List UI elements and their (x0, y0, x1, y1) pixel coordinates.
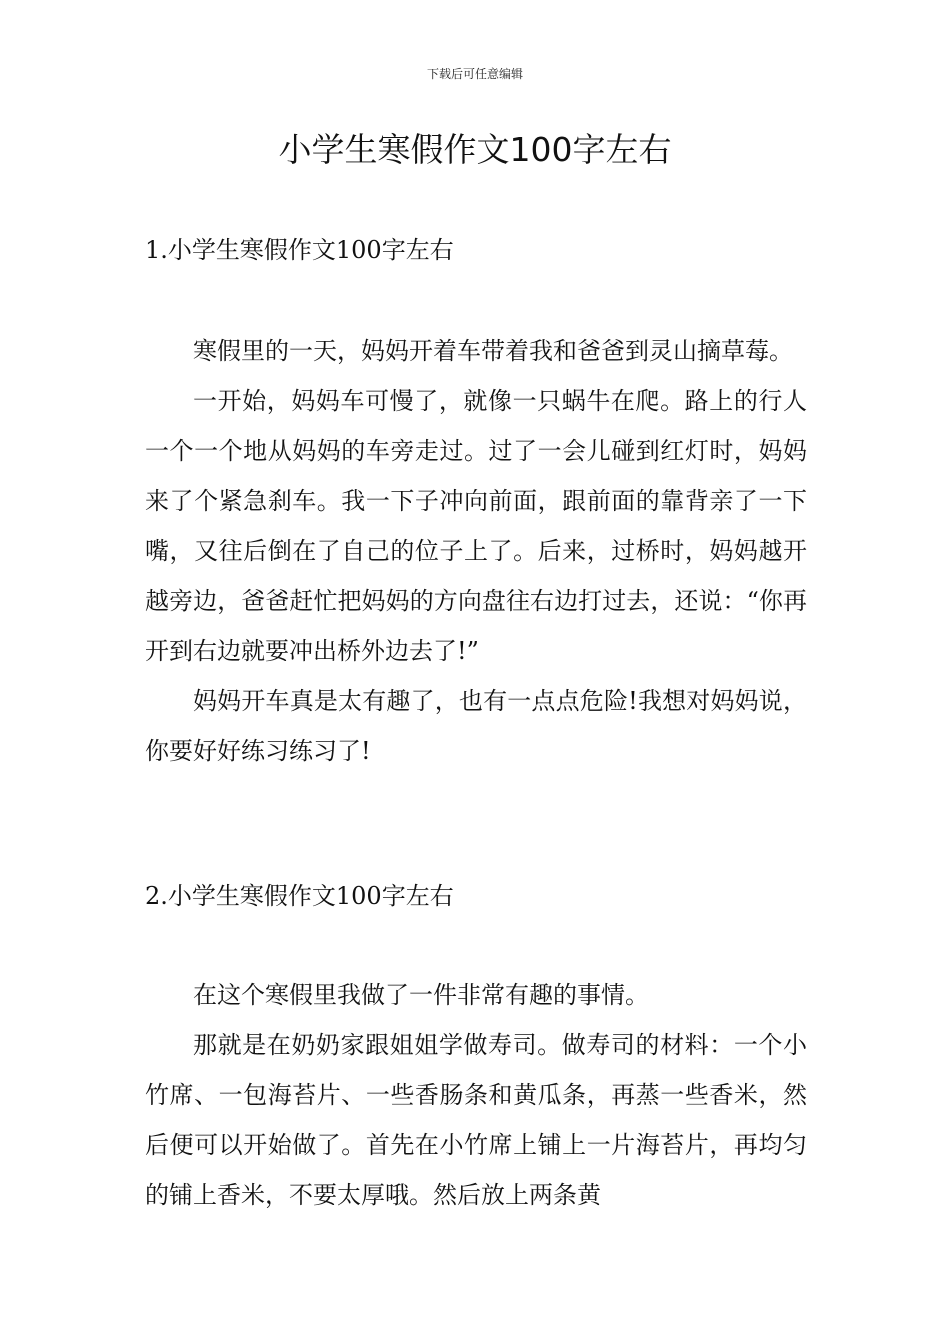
section-heading-1: 1.小学生寒假作文100字左右 (145, 236, 454, 264)
paragraph: 妈妈开车真是太有趣了，也有一点点危险!我想对妈妈说，你要好好练习练习了! (145, 687, 807, 765)
paragraph: 一开始，妈妈车可慢了，就像一只蜗牛在爬。路上的行人一个一个地从妈妈的车旁走过。过了一会儿碰到红灯时，妈妈来了个紧急刹车。我一下子冲向前面，跟前面的靠背亲了一下嘴，又往后倒在了自己的位子上了。后来，过桥时，妈妈越开越旁边，爸爸赶忙把妈妈的方向盘往右边打过去，还说：“你再开到右边就要冲出桥外边去了!” (145, 387, 807, 665)
header-note: 下载后可任意编辑 (426, 67, 523, 81)
section-body-1 (145, 326, 807, 776)
page-title: 小学生寒假作文100字左右 (278, 130, 672, 169)
section-body-2 (145, 970, 807, 1220)
section-heading-2: 2.小学生寒假作文100字左右 (145, 882, 454, 910)
paragraph: 寒假里的一天，妈妈开着车带着我和爸爸到灵山摘草莓。 (193, 337, 793, 365)
paragraph: 那就是在奶奶家跟姐姐学做寿司。做寿司的材料：一个小竹席、一包海苔片、一些香肠条和黄瓜条，再蒸一些香米，然后便可以开始做了。首先在小竹席上铺上一片海苔片，再均匀的铺上香米，不要太厚哦。然后放上两条黄 (145, 1031, 807, 1209)
paragraph: 在这个寒假里我做了一件非常有趣的事情。 (193, 981, 649, 1009)
